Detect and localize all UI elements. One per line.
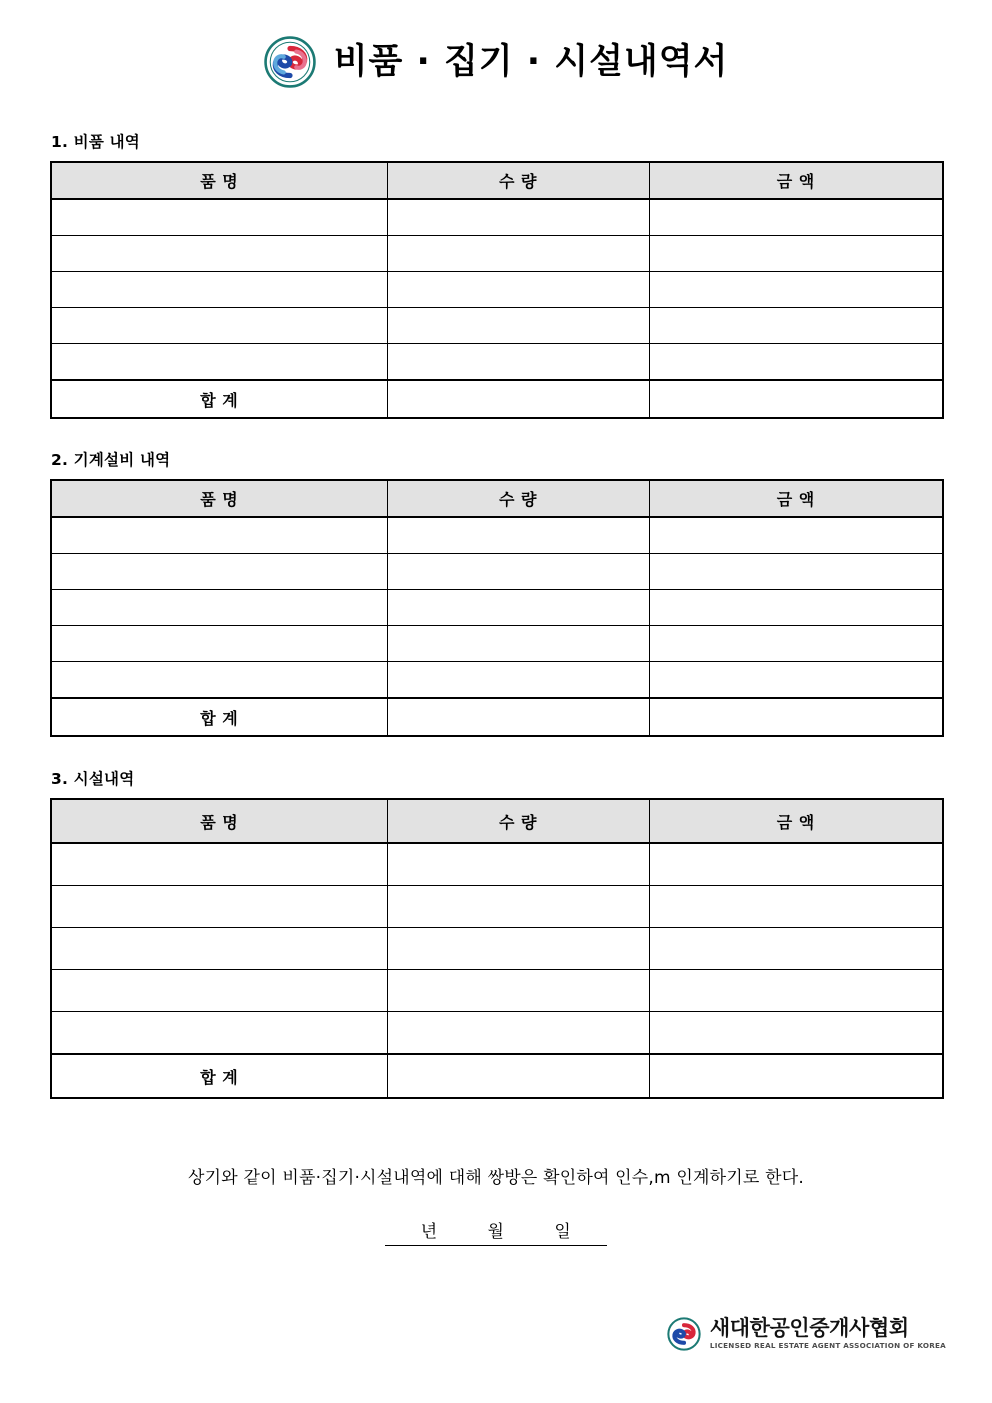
cell-amount[interactable]	[649, 236, 943, 272]
cell-quantity[interactable]	[387, 970, 649, 1012]
cell-amount[interactable]	[649, 843, 943, 886]
cell-item-name[interactable]	[51, 554, 387, 590]
total-quantity-cell[interactable]	[387, 1054, 649, 1098]
cell-item-name[interactable]	[51, 344, 387, 381]
cell-quantity[interactable]	[387, 843, 649, 886]
cell-quantity[interactable]	[387, 344, 649, 381]
cell-quantity[interactable]	[387, 928, 649, 970]
footer-text-block	[710, 1318, 946, 1349]
section-gigye-seolbi	[50, 448, 942, 737]
cell-item-name[interactable]	[51, 886, 387, 928]
cell-amount[interactable]	[649, 517, 943, 554]
total-quantity-cell[interactable]	[387, 380, 649, 418]
cell-amount[interactable]	[649, 590, 943, 626]
cell-quantity[interactable]	[387, 886, 649, 928]
cell-amount[interactable]	[649, 970, 943, 1012]
table-row	[51, 236, 943, 272]
total-amount-cell[interactable]	[649, 380, 943, 418]
cell-item-name[interactable]	[51, 308, 387, 344]
table-row	[51, 554, 943, 590]
cell-quantity[interactable]	[387, 199, 649, 236]
section-bipum	[50, 130, 942, 419]
cell-quantity[interactable]	[387, 554, 649, 590]
date-fields[interactable]	[385, 1217, 608, 1246]
cell-quantity[interactable]	[387, 236, 649, 272]
table-header-row	[51, 162, 943, 199]
column-header-amount: 금 액	[649, 162, 943, 199]
table-header-row	[51, 480, 943, 517]
cell-quantity[interactable]	[387, 590, 649, 626]
column-header-item-name: 품 명	[51, 162, 387, 199]
cell-quantity[interactable]	[387, 1012, 649, 1055]
association-emblem-icon	[667, 1317, 701, 1351]
table-row	[51, 308, 943, 344]
column-header-item-name: 품 명	[51, 480, 387, 517]
column-header-amount: 금 액	[649, 480, 943, 517]
cell-item-name[interactable]	[51, 970, 387, 1012]
column-header-quantity: 수 량	[387, 162, 649, 199]
table-row	[51, 662, 943, 699]
cell-item-name[interactable]	[51, 928, 387, 970]
cell-item-name[interactable]	[51, 272, 387, 308]
section-siseol	[50, 767, 942, 1099]
cell-item-name[interactable]	[51, 662, 387, 699]
cell-item-name[interactable]	[51, 1012, 387, 1055]
cell-amount[interactable]	[649, 886, 943, 928]
column-header-item-name: 품 명	[51, 799, 387, 843]
page-title: 비품 · 집기 · 시설내역서	[333, 41, 729, 82]
footer-branding	[667, 1317, 946, 1351]
table-total-row	[51, 1054, 943, 1098]
cell-item-name[interactable]	[51, 626, 387, 662]
cell-quantity[interactable]	[387, 517, 649, 554]
table-row	[51, 590, 943, 626]
cell-item-name[interactable]	[51, 199, 387, 236]
table-row	[51, 199, 943, 236]
bipum-table	[50, 161, 944, 419]
cell-quantity[interactable]	[387, 662, 649, 699]
table-row	[51, 928, 943, 970]
table-total-row	[51, 380, 943, 418]
column-header-quantity: 수 량	[387, 480, 649, 517]
section-heading: 1. 비품 내역	[51, 133, 140, 151]
organization-subtitle: LICENSED REAL ESTATE AGENT ASSOCIATION OF KOREA	[709, 1341, 946, 1351]
total-quantity-cell[interactable]	[387, 698, 649, 736]
table-header-row	[51, 799, 943, 843]
cell-amount[interactable]	[649, 199, 943, 236]
table-row	[51, 843, 943, 886]
siseol-table	[50, 798, 944, 1099]
cell-quantity[interactable]	[387, 308, 649, 344]
table-total-row	[51, 698, 943, 736]
table-row	[51, 886, 943, 928]
cell-item-name[interactable]	[51, 843, 387, 886]
column-header-quantity: 수 량	[387, 799, 649, 843]
document-header	[0, 0, 992, 92]
cell-amount[interactable]	[649, 662, 943, 699]
organization-name: 새대한공인중개사협회	[709, 1316, 909, 1341]
gigye-seolbi-table	[50, 479, 944, 737]
cell-amount[interactable]	[649, 344, 943, 381]
section-heading: 2. 기계설비 내역	[51, 451, 171, 469]
section-heading: 3. 시설내역	[51, 770, 135, 788]
table-row	[51, 344, 943, 381]
total-label: 합 계	[51, 1054, 387, 1098]
cell-amount[interactable]	[649, 928, 943, 970]
cell-amount[interactable]	[649, 1012, 943, 1055]
year-label: 년	[420, 1221, 438, 1242]
cell-item-name[interactable]	[51, 236, 387, 272]
table-row	[51, 970, 943, 1012]
cell-quantity[interactable]	[387, 626, 649, 662]
association-emblem-icon	[264, 36, 316, 88]
cell-item-name[interactable]	[51, 517, 387, 554]
cell-item-name[interactable]	[51, 590, 387, 626]
total-label: 합 계	[51, 698, 387, 736]
date-line	[0, 1217, 992, 1246]
day-label: 일	[554, 1221, 572, 1242]
cell-amount[interactable]	[649, 626, 943, 662]
month-label: 월	[487, 1221, 505, 1242]
cell-quantity[interactable]	[387, 272, 649, 308]
table-row	[51, 272, 943, 308]
declaration-text: 상기와 같이 비품·집기·시설내역에 대해 쌍방은 확인하여 인수,m 인계하기로 한다.	[188, 1168, 804, 1188]
total-amount-cell[interactable]	[649, 1054, 943, 1098]
table-row	[51, 626, 943, 662]
cell-amount[interactable]	[649, 308, 943, 344]
table-row	[51, 1012, 943, 1055]
cell-amount[interactable]	[649, 272, 943, 308]
table-row	[51, 517, 943, 554]
total-amount-cell[interactable]	[649, 698, 943, 736]
cell-amount[interactable]	[649, 554, 943, 590]
column-header-amount: 금 액	[649, 799, 943, 843]
total-label: 합 계	[51, 380, 387, 418]
